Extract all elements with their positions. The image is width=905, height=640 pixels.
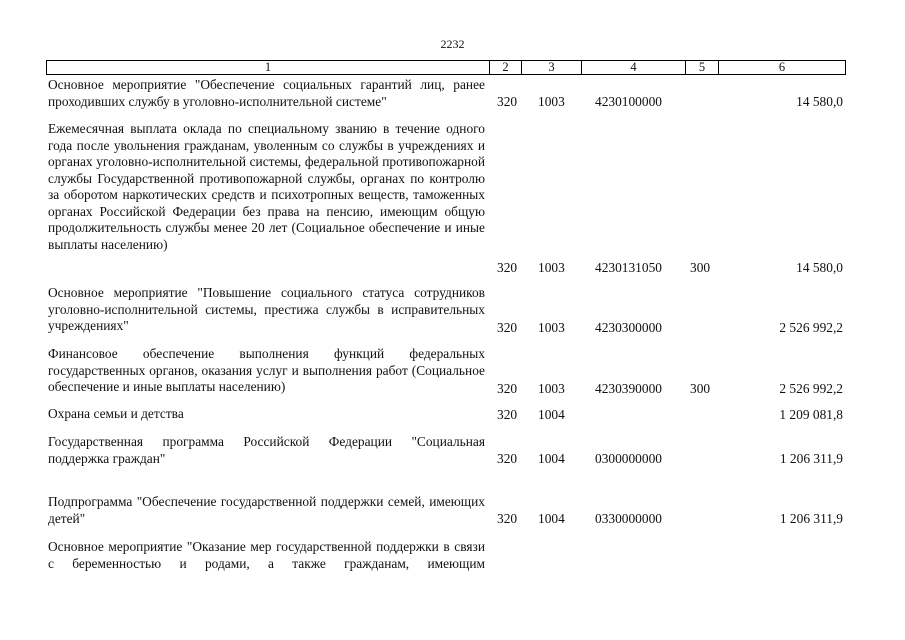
table-row [0,406,905,423]
row-description: Охрана семьи и детства [48,406,184,421]
row-col-3: 1003 [538,259,565,275]
row-description: Ежемесячная выплата оклада по специальному званию в течение одного года после увольнения гражданам, уволенным со службы в учреждениях и органах уголовно-исполнительной системы, федеральной противопожарной службы Государственной противопожарной службы, органах по контролю за оборотом наркотических средств и психотропных веществ, таможенных органах Российской Федерации без права на пенсию, имеющим общую продолжительность службы менее 20 лет (Социальное обеспечение и иные выплаты населению) [48,121,485,252]
header-col-5: 5 [686,61,719,74]
page-number: 2232 [440,37,465,51]
table-row [0,285,905,336]
header-col-1: 1 [47,61,490,74]
table-row [0,434,905,467]
row-col-2: 320 [497,319,518,335]
row-col-2: 320 [497,259,518,275]
row-description: Основное мероприятие "Повышение социального статуса сотрудников уголовно-исполнительной системы, престижа службы в исправительных учреждениях" [48,285,485,333]
row-col-4: 0330000000 [595,510,662,526]
row-description: Государственная программа Российской Федерации "Социальная поддержка граждан" [48,434,485,466]
header-col-3: 3 [522,61,582,74]
row-col-6: 2 526 992,2 [779,319,843,335]
row-col-3: 1004 [538,406,565,422]
row-col-4: 4230100000 [595,93,662,109]
row-col-6: 2 526 992,2 [779,380,843,396]
table-row [0,346,905,397]
row-col-6: 1 206 311,9 [779,510,843,526]
row-col-3: 1003 [538,93,565,109]
row-description: Основное мероприятие "Обеспечение социальных гарантий лиц, ранее проходивших службу в уголовно-исполнительной системе" [48,77,485,109]
row-col-6: 14 580,0 [796,259,843,275]
row-col-2: 320 [497,406,518,422]
row-col-2: 320 [497,450,518,466]
row-col-4: 4230390000 [595,380,662,396]
row-col-2: 320 [497,380,518,396]
row-col-6: 1 206 311,9 [779,450,843,466]
row-col-6: 1 209 081,8 [779,406,843,422]
row-col-3: 1004 [538,510,565,526]
table-row [0,539,905,572]
row-description: Финансовое обеспечение выполнения функций федеральных государственных органов, оказания услуг и выполнения работ (Социальное обеспечение и иные выплаты населению) [48,346,485,394]
header-col-6: 6 [778,60,786,74]
row-col-6: 14 580,0 [796,93,843,109]
row-col-4: 4230300000 [595,319,662,335]
row-description: Основное мероприятие "Оказание мер государственной поддержки в связи с беременностью и родами, а также гражданам, имеющим [48,539,485,571]
header-col-4: 4 [582,61,686,74]
row-col-3: 1004 [538,450,565,466]
row-col-5: 300 [690,380,711,396]
row-col-5: 300 [690,259,711,275]
row-col-4: 0300000000 [595,450,662,466]
table-row [0,121,905,276]
row-col-3: 1003 [538,319,565,335]
row-col-4: 4230131050 [595,259,662,275]
row-description: Подпрограмма "Обеспечение государственной поддержки семей, имеющих детей" [48,494,485,526]
table-row [0,494,905,527]
table-header [46,60,846,75]
row-col-2: 320 [497,93,518,109]
row-col-3: 1003 [538,380,565,396]
row-col-2: 320 [497,510,518,526]
table-row [0,77,905,110]
header-col-2: 2 [490,61,522,74]
